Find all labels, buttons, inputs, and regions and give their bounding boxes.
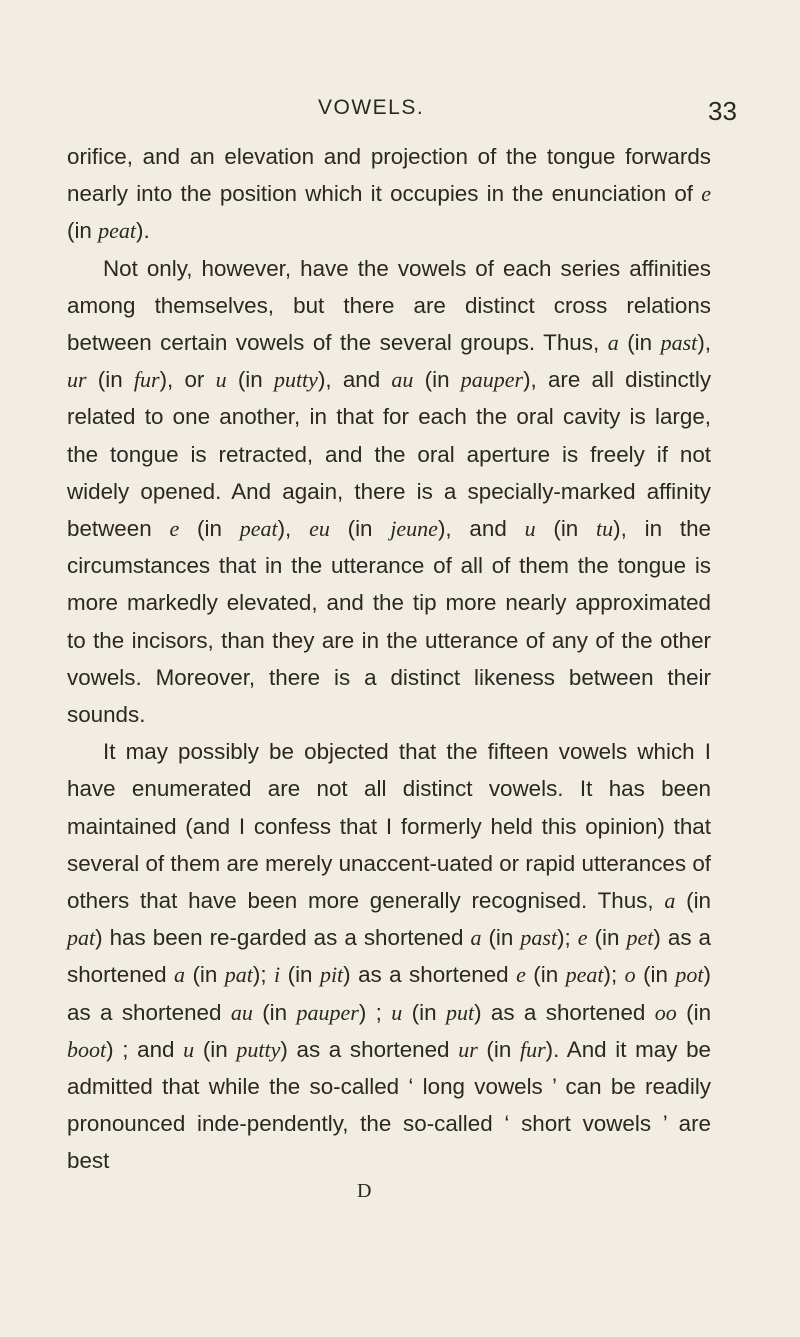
italic-term: au (391, 367, 414, 393)
text-run: (in (185, 962, 225, 988)
italic-term: e (169, 516, 180, 542)
text-run: ) as a shortened (67, 962, 711, 1025)
italic-term: u (183, 1036, 195, 1062)
signature-mark: D (357, 1180, 372, 1202)
italic-term: pauper (460, 367, 524, 393)
text-run: (in (179, 516, 240, 542)
text-run: (in (252, 999, 297, 1025)
italic-term: peat (98, 218, 136, 244)
text-run: ), and (437, 516, 525, 542)
text-run: (in (676, 999, 712, 1025)
italic-term: past (660, 330, 698, 356)
paragraph-2 (67, 250, 711, 734)
italic-term: a (470, 925, 482, 951)
italic-term: jeune (390, 516, 438, 542)
text-run: ) as a shortened (343, 962, 517, 988)
italic-term: e (701, 181, 711, 207)
italic-term: pet (626, 925, 654, 951)
text-run: (in (481, 925, 521, 951)
text-run: orifice, and an elevation and projection of the tongue forwards nearly into the position which it occupies in the enunciation of (67, 144, 711, 207)
italic-term: u (391, 999, 403, 1025)
italic-term: a (174, 962, 186, 988)
text-run: (in (280, 962, 320, 988)
text-run: ). And it may be admitted that while the so-called ‘ long vowels ’ can be readily pronounced inde-pendently, the so-called ‘ short vowels ’ are best (67, 1036, 711, 1174)
italic-term: past (520, 925, 558, 951)
paragraph-3 (67, 733, 711, 1179)
italic-term: a (607, 330, 619, 356)
italic-term: pot (675, 962, 704, 988)
italic-term: pat (67, 925, 96, 951)
text-run: (in (675, 888, 711, 914)
text-run: ), or (159, 367, 216, 393)
text-run: (in (329, 516, 391, 542)
text-run: (in (413, 367, 461, 393)
italic-term: pauper (296, 999, 359, 1025)
italic-term: put (445, 999, 475, 1025)
text-run: (in (525, 962, 566, 988)
text-run: ) as a shortened (67, 925, 712, 988)
text-run: ), (697, 330, 711, 356)
italic-term: peat (239, 516, 278, 542)
italic-term: boot (67, 1036, 107, 1062)
text-run: ); (557, 925, 578, 951)
text-run: (in (618, 330, 661, 356)
text-run: ) as a shortened (474, 999, 655, 1025)
text-run: (in (402, 999, 446, 1025)
text-run: ) ; (358, 999, 392, 1025)
italic-term: e (577, 925, 588, 951)
text-run: (in (226, 367, 274, 393)
text-run: It may possibly be objected that the fifteen vowels which I have enumerated are not all distinct vowels. It has been maintained (and I confess that I formerly held this opinion) that several of them are merely unaccent-uated or rapid utterances of others that have been more generally recognised. Thus, (67, 739, 711, 914)
italic-term: fur (133, 367, 160, 393)
italic-term: oo (654, 999, 677, 1025)
italic-term: u (524, 516, 536, 542)
text-run: (in (535, 516, 597, 542)
italic-term: ur (458, 1036, 478, 1062)
italic-term: peat (565, 962, 604, 988)
italic-term: putty (236, 1036, 281, 1062)
text-run: ); (252, 962, 275, 988)
text-run: ), (277, 516, 310, 542)
paragraph-1 (67, 138, 711, 250)
text-run: Not only, however, have the vowels of each series affinities among themselves, but there are distinct cross relations between certain vowels of the several groups. Thus, (67, 255, 711, 356)
text-run: ) as a shortened (280, 1036, 459, 1062)
text-run: ), and (317, 367, 392, 393)
text-run: ) has been re-garded as a shortened (95, 925, 471, 951)
italic-term: ur (67, 367, 87, 393)
running-head: VOWELS. (318, 96, 425, 119)
italic-term: eu (309, 516, 330, 542)
italic-term: i (274, 962, 281, 988)
text-run: ), in the circumstances that in the utterance of all of them the tongue is more markedly elevated, and the tip more nearly approximated to the incisors, than they are in the utterance of any of the other vowels. Moreover, there is a distinct likeness between their sounds. (67, 516, 711, 728)
italic-term: au (230, 999, 253, 1025)
text-run: (in (635, 962, 676, 988)
italic-term: putty (273, 367, 318, 393)
italic-term: pat (224, 962, 253, 988)
text-run: ), are all distinctly related to one another, in that for each the oral cavity is large, the tongue is retracted, and the oral aperture is freely if not widely opened. And again, there is a specially-marked affinity between (67, 367, 712, 542)
italic-term: fur (519, 1036, 546, 1062)
text-run: ). (136, 218, 150, 244)
italic-term: a (664, 888, 676, 914)
text-run: (in (587, 925, 627, 951)
italic-term: u (215, 367, 227, 393)
page-number: 33 (708, 96, 737, 126)
text-run: ); (603, 962, 625, 988)
text-run: ) ; and (106, 1036, 184, 1062)
text-run: (in (67, 218, 99, 244)
italic-term: o (624, 962, 636, 988)
text-run: (in (86, 367, 134, 393)
italic-term: e (516, 962, 526, 988)
italic-term: pit (319, 962, 344, 988)
text-run: (in (194, 1036, 237, 1062)
italic-term: tu (596, 516, 614, 542)
text-run: (in (477, 1036, 520, 1062)
body-text (67, 138, 711, 1180)
